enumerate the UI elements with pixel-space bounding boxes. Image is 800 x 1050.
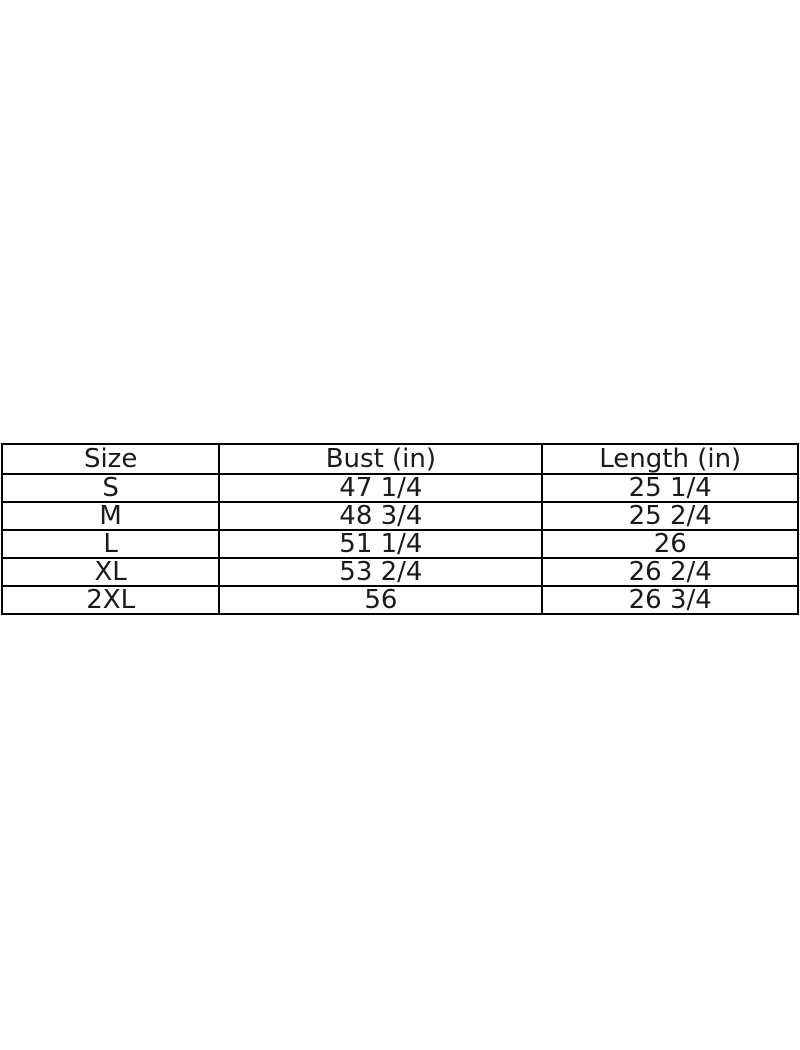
cell-bust: 47 1/4	[219, 474, 542, 502]
cell-length: 26 2/4	[542, 558, 798, 586]
header-cell-size: Size	[2, 444, 219, 474]
table-row-s	[2, 474, 798, 502]
cell-size: M	[2, 502, 219, 530]
cell-length: 26 3/4	[542, 586, 798, 614]
cell-length: 26	[542, 530, 798, 558]
table-row-xl	[2, 558, 798, 586]
cell-bust: 48 3/4	[219, 502, 542, 530]
cell-bust: 51 1/4	[219, 530, 542, 558]
cell-length: 25 1/4	[542, 474, 798, 502]
header-cell-bust: Bust (in)	[219, 444, 542, 474]
cell-bust: 53 2/4	[219, 558, 542, 586]
table-row-m	[2, 502, 798, 530]
header-row	[2, 444, 798, 474]
cell-bust: 56	[219, 586, 542, 614]
cell-size: XL	[2, 558, 219, 586]
size-chart-table	[1, 443, 799, 615]
cell-length: 25 2/4	[542, 502, 798, 530]
cell-size: S	[2, 474, 219, 502]
header-cell-length: Length (in)	[542, 444, 798, 474]
cell-size: 2XL	[2, 586, 219, 614]
cell-size: L	[2, 530, 219, 558]
table-row-2xl	[2, 586, 798, 614]
table-row-l	[2, 530, 798, 558]
